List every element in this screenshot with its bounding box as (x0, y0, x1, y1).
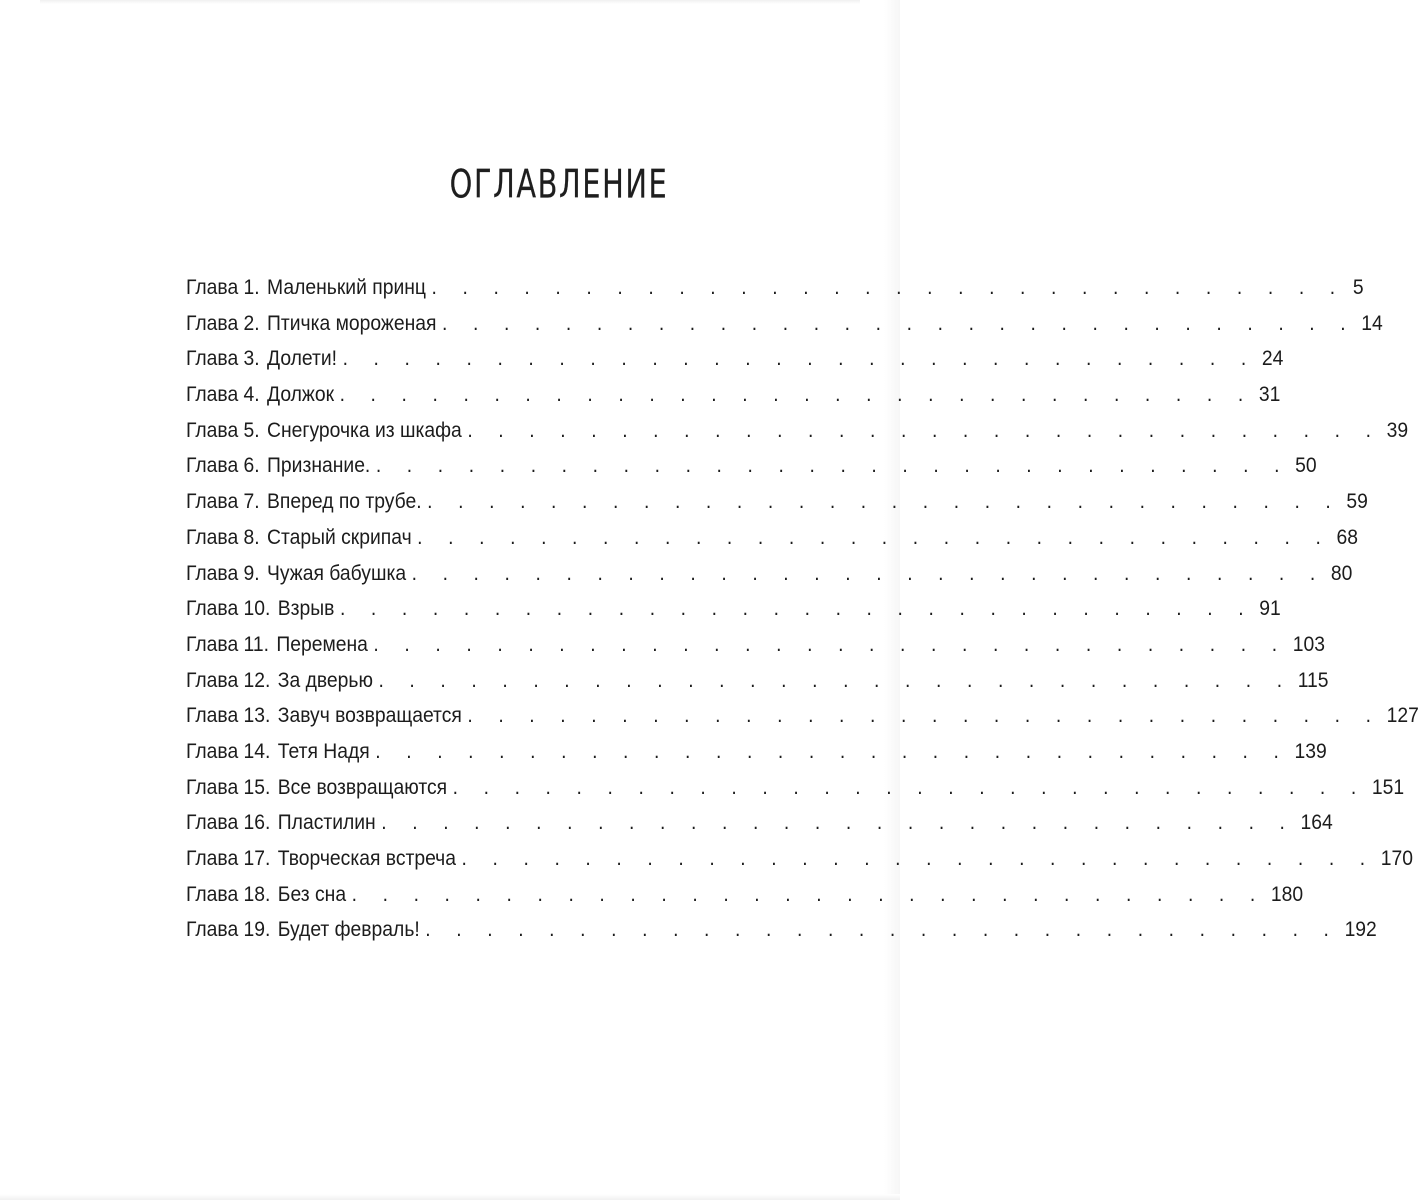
toc-chapter-number: Глава 11. (186, 632, 269, 656)
toc-entry (186, 341, 1284, 377)
toc-page-number: 151 (1371, 775, 1405, 799)
toc-dot-leader: . . . . . . . . . . . . . . . . . . . . . . . . . . . . . . (375, 739, 1290, 763)
toc-entry (186, 841, 1414, 877)
toc-chapter-title: Взрыв (277, 597, 335, 621)
toc-entry (186, 413, 1409, 449)
toc-dot-leader: . . . . . . . . . . . . . . . . . . . . . . . . . . . . . . (381, 811, 1296, 835)
toc-page-number: 180 (1270, 882, 1304, 906)
toc-dot-leader: . . . . . . . . . . . . . . . . . . . . . . . . . . . . . . (339, 597, 1254, 621)
toc-dot-leader: . . . . . . . . . . . . . . . . . . . . . . . . . . . . . . (342, 347, 1257, 371)
toc-entry (186, 484, 1368, 520)
toc-chapter-title: Признание. (267, 454, 371, 478)
toc-chapter-title: Все возвращаются (277, 775, 448, 799)
toc-chapter-title: Снегурочка из шкафа (267, 418, 462, 442)
toc-chapter-title: Маленький принц (267, 276, 426, 299)
toc-chapter-number: Глава 19. (186, 918, 271, 942)
toc-chapter-title: Тетя Надя (277, 739, 370, 763)
toc-page-number: 59 (1346, 490, 1368, 514)
toc-chapter-number: Глава 4. (186, 383, 260, 407)
toc-dot-leader: . . . . . . . . . . . . . . . . . . . . . . . . . . . . . . (339, 383, 1254, 407)
toc-chapter-number: Глава 5. (186, 418, 260, 442)
toc-title: ОГЛАВЛЕНИЕ (449, 162, 668, 208)
toc-chapter-title: Чужая бабушка (267, 561, 407, 585)
toc-dot-leader: . . . . . . . . . . . . . . . . . . . . . . . . . . . . . . (378, 668, 1293, 692)
toc-page-number: 127 (1386, 704, 1419, 728)
toc-chapter-title: Пластилин (277, 811, 376, 835)
toc-chapter-title: Птичка мороженая (267, 311, 437, 335)
toc-chapter-title: Без сна (277, 882, 347, 906)
toc-page-number: 103 (1292, 632, 1325, 656)
toc-chapter-number: Глава 6. (186, 454, 260, 478)
toc-dot-leader: . . . . . . . . . . . . . . . . . . . . . . . . . . . . . . (425, 918, 1340, 942)
toc-entry (186, 270, 1364, 306)
toc-dot-leader: . . . . . . . . . . . . . . . . . . . . . . . . . . . . . . (427, 490, 1341, 514)
toc-page-number: 24 (1261, 347, 1284, 371)
toc-chapter-title: Творческая встреча (277, 847, 456, 870)
toc-entry (186, 627, 1325, 663)
toc-entry (186, 448, 1317, 484)
toc-chapter-title: Старый скрипач (267, 525, 412, 549)
toc-dot-leader: . . . . . . . . . . . . . . . . . . . . . . . . . . . . . . (461, 847, 1376, 870)
toc-chapter-title: Вперед по трубе. (267, 490, 422, 514)
toc-chapter-number: Глава 8. (186, 525, 260, 549)
table-of-contents (186, 270, 1419, 948)
toc-page-number: 80 (1330, 561, 1353, 585)
page-edge-bottom (0, 1194, 900, 1200)
toc-entry (186, 734, 1327, 770)
toc-entry (186, 306, 1383, 342)
toc-chapter-number: Глава 15. (186, 775, 271, 799)
toc-entry (186, 698, 1419, 734)
toc-page-number: 139 (1294, 739, 1327, 763)
toc-page-number: 164 (1300, 811, 1333, 835)
toc-chapter-number: Глава 9. (186, 561, 260, 585)
toc-entry (186, 663, 1329, 699)
toc-dot-leader: . . . . . . . . . . . . . . . . . . . . . . . . . . . . . . (351, 882, 1266, 906)
toc-dot-leader: . . . . . . . . . . . . . . . . . . . . . . . . . . . . . . (452, 775, 1367, 799)
toc-chapter-title: Перемена (276, 632, 368, 656)
toc-dot-leader: . . . . . . . . . . . . . . . . . . . . . . . . . . . . . . (417, 525, 1331, 549)
toc-page-number: 115 (1297, 668, 1329, 692)
toc-page-number: 14 (1361, 311, 1383, 335)
toc-page-number: 50 (1295, 454, 1317, 478)
toc-entry (186, 520, 1358, 556)
toc-chapter-number: Глава 2. (186, 311, 260, 335)
toc-chapter-number: Глава 17. (186, 847, 271, 870)
toc-entry (186, 770, 1405, 806)
toc-dot-leader: . . . . . . . . . . . . . . . . . . . . . . . . . . . . . . (441, 311, 1356, 335)
toc-dot-leader: . . . . . . . . . . . . . . . . . . . . . . . . . . . . . . (375, 454, 1290, 478)
toc-chapter-number: Глава 12. (186, 668, 271, 692)
toc-chapter-title: Завуч возвращается (277, 704, 462, 728)
toc-entry (186, 591, 1281, 627)
toc-chapter-number: Глава 1. (186, 276, 260, 299)
toc-page-number: 39 (1386, 418, 1409, 442)
toc-entry (186, 377, 1281, 413)
toc-dot-leader: . . . . . . . . . . . . . . . . . . . . . . . . . . . . . . (373, 632, 1288, 656)
toc-entry (186, 805, 1333, 841)
toc-chapter-number: Глава 16. (186, 811, 271, 835)
toc-chapter-title: Долети! (267, 347, 338, 371)
toc-chapter-number: Глава 13. (186, 704, 271, 728)
toc-chapter-number: Глава 10. (186, 597, 271, 621)
toc-entry (186, 877, 1304, 913)
toc-page-number: 31 (1258, 383, 1281, 407)
toc-chapter-number: Глава 18. (186, 882, 271, 906)
toc-page-number: 192 (1344, 918, 1377, 942)
toc-entry (186, 912, 1377, 948)
toc-page-number: 91 (1259, 597, 1281, 621)
toc-chapter-number: Глава 3. (186, 347, 260, 371)
toc-dot-leader: . . . . . . . . . . . . . . . . . . . . . . . . . . . . . . (411, 561, 1326, 585)
page-edge-top (40, 0, 860, 4)
toc-entry (186, 556, 1353, 592)
toc-page-number: 5 (1352, 276, 1364, 299)
toc-chapter-number: Глава 14. (186, 739, 271, 763)
toc-page-number: 170 (1380, 847, 1414, 870)
toc-dot-leader: . . . . . . . . . . . . . . . . . . . . . . . . . . . . . . (467, 418, 1382, 442)
toc-chapter-title: За дверью (277, 668, 373, 692)
toc-dot-leader: . . . . . . . . . . . . . . . . . . . . . . . . . . . . . . (431, 276, 1346, 299)
toc-chapter-title: Будет февраль! (277, 918, 420, 942)
toc-chapter-number: Глава 7. (186, 490, 260, 514)
toc-chapter-title: Должок (267, 383, 335, 407)
toc-dot-leader: . . . . . . . . . . . . . . . . . . . . . . . . . . . . . . (467, 704, 1382, 728)
toc-page-number: 68 (1336, 525, 1358, 549)
